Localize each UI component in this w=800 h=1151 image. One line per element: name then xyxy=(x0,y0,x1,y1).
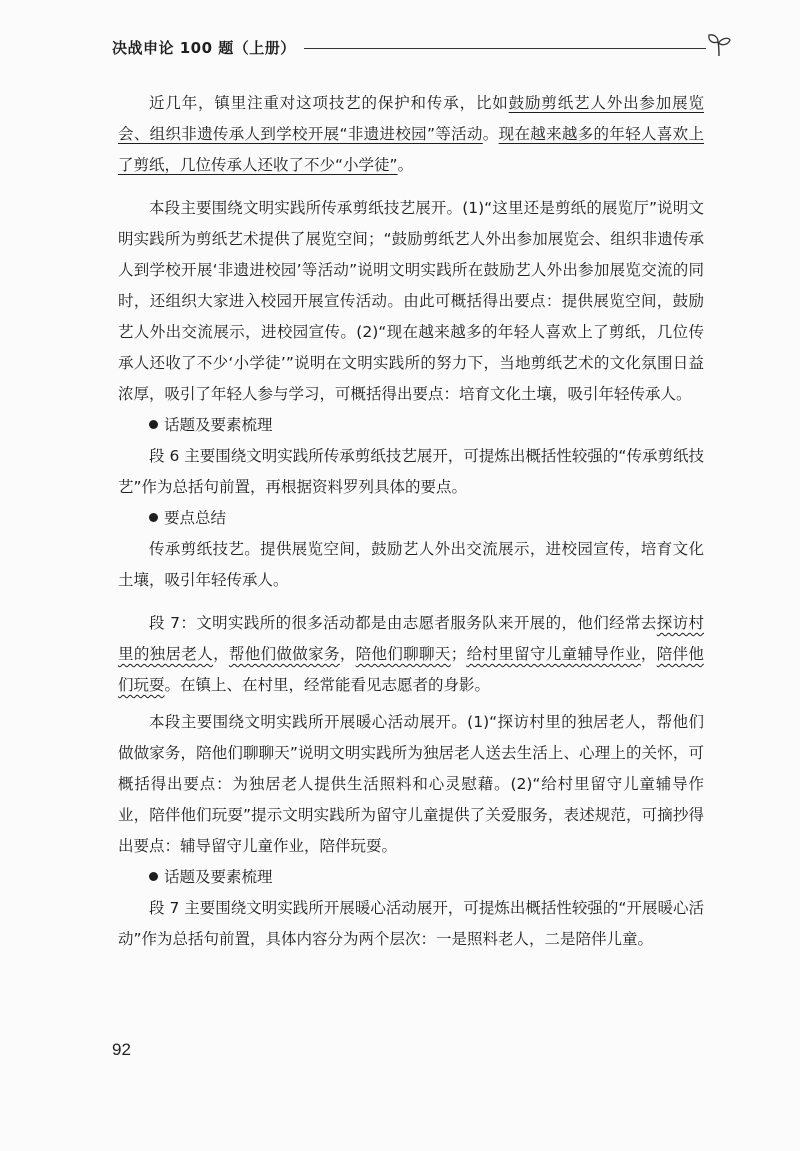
source-paragraph-7 xyxy=(118,608,704,701)
text-span: 近几年，镇里注重对这项技艺的保护和传承，比如 xyxy=(149,94,509,112)
topic-paragraph-6: 段 6 主要围绕文明实践所传承剪纸技艺展开，可提炼出概括性较强的“传承剪纸技艺”作为总括句前置，再根据资料罗列具体的要点。 xyxy=(118,447,704,496)
text-span: ， xyxy=(213,645,229,663)
text-span: 。在镇上、在村里，经常能看见志愿者的身影。 xyxy=(164,676,491,694)
text-span: ， xyxy=(640,645,657,663)
sprout-icon xyxy=(706,32,732,58)
underlined-quote: 现在越来越多的年轻人喜欢上了剪纸，几位传承人还收了不少“小学徒” xyxy=(118,125,704,174)
underlined-quote: 鼓励剪纸艺人外出参加展览会、组织非遗传承人到学校开展“非遗进校园”等活动 xyxy=(118,94,704,143)
wavy-underlined-quote: 给村里留守儿童辅导作业 xyxy=(466,645,641,663)
page-body xyxy=(118,88,704,955)
wavy-underlined-quote: 陪伴他们玩耍 xyxy=(118,645,704,694)
bullet-icon xyxy=(149,420,158,429)
text-span: 段 7：文明实践所的很多活动都是由志愿者服务队来开展的，他们经常去 xyxy=(149,614,657,632)
heading-text: 要点总结 xyxy=(164,509,227,527)
book-title: 决战申论 100 题（上册） xyxy=(112,39,296,57)
bullet-icon xyxy=(149,872,158,881)
text-span: 。 xyxy=(397,156,414,174)
analysis-paragraph-6: 本段主要围绕文明实践所传承剪纸技艺展开。(1)“这里还是剪纸的展览厅”说明文明实践所为剪纸艺术提供了展览空间；“鼓励剪纸艺人外出参加展览会、组织非遗传承人到学校开展‘非遗进校园’等活动”说明文明实践所在鼓励艺人外出参加展览交流的同时，还组织大家进入校园开展宣传活动。由此可概括得出要点：提供展览空间，鼓励艺人外出交流展示，进校园宣传。(2)“现在越来越多的年轻人喜欢上了剪纸，几位传承人还收了不少‘小学徒’”说明在文明实践所的努力下，当地剪纸艺术的文化氛围日益浓厚，吸引了年轻人参与学习，可概括得出要点：培育文化土壤，吸引年轻传承人。 xyxy=(118,199,704,403)
summary-paragraph-6: 传承剪纸技艺。提供展览空间，鼓励艺人外出交流展示，进校园宣传，培育文化土壤，吸引年轻传承人。 xyxy=(118,540,704,589)
header-rule xyxy=(304,48,706,49)
section-heading xyxy=(118,503,704,534)
analysis-paragraph-7: 本段主要围绕文明实践所开展暖心活动展开。(1)“探访村里的独居老人，帮他们做做家务，陪他们聊聊天”说明文明实践所为独居老人送去生活上、心理上的关怀，可概括得出要点：为独居老人提供生活照料和心灵慰藉。(2)“给村里留守儿童辅导作业，陪伴他们玩耍”提示文明实践所为留守儿童提供了关爱服务，表述规范，可摘抄得出要点：辅导留守儿童作业，陪伴玩耍。 xyxy=(118,713,704,855)
wavy-underlined-quote: 帮他们做做家务 xyxy=(228,645,340,663)
text-span: 。 xyxy=(482,125,499,143)
text-span: ， xyxy=(339,645,356,663)
bullet-icon xyxy=(149,513,158,522)
wavy-underlined-quote: 陪他们聊聊天 xyxy=(355,645,451,663)
section-heading xyxy=(118,410,704,441)
section-heading xyxy=(118,862,704,893)
source-paragraph-6 xyxy=(118,88,704,181)
running-header xyxy=(112,34,732,60)
heading-text: 话题及要素梳理 xyxy=(164,416,273,434)
topic-paragraph-7: 段 7 主要围绕文明实践所开展暖心活动展开，可提炼出概括性较强的“开展暖心活动”作为总括句前置，具体内容分为两个层次：一是照料老人，二是陪伴儿童。 xyxy=(118,899,704,948)
text-span: ； xyxy=(450,645,467,663)
page-number: 92 xyxy=(112,1040,131,1059)
wavy-underlined-quote: 探访村里的独居老人 xyxy=(118,614,704,663)
heading-text: 话题及要素梳理 xyxy=(164,868,273,886)
